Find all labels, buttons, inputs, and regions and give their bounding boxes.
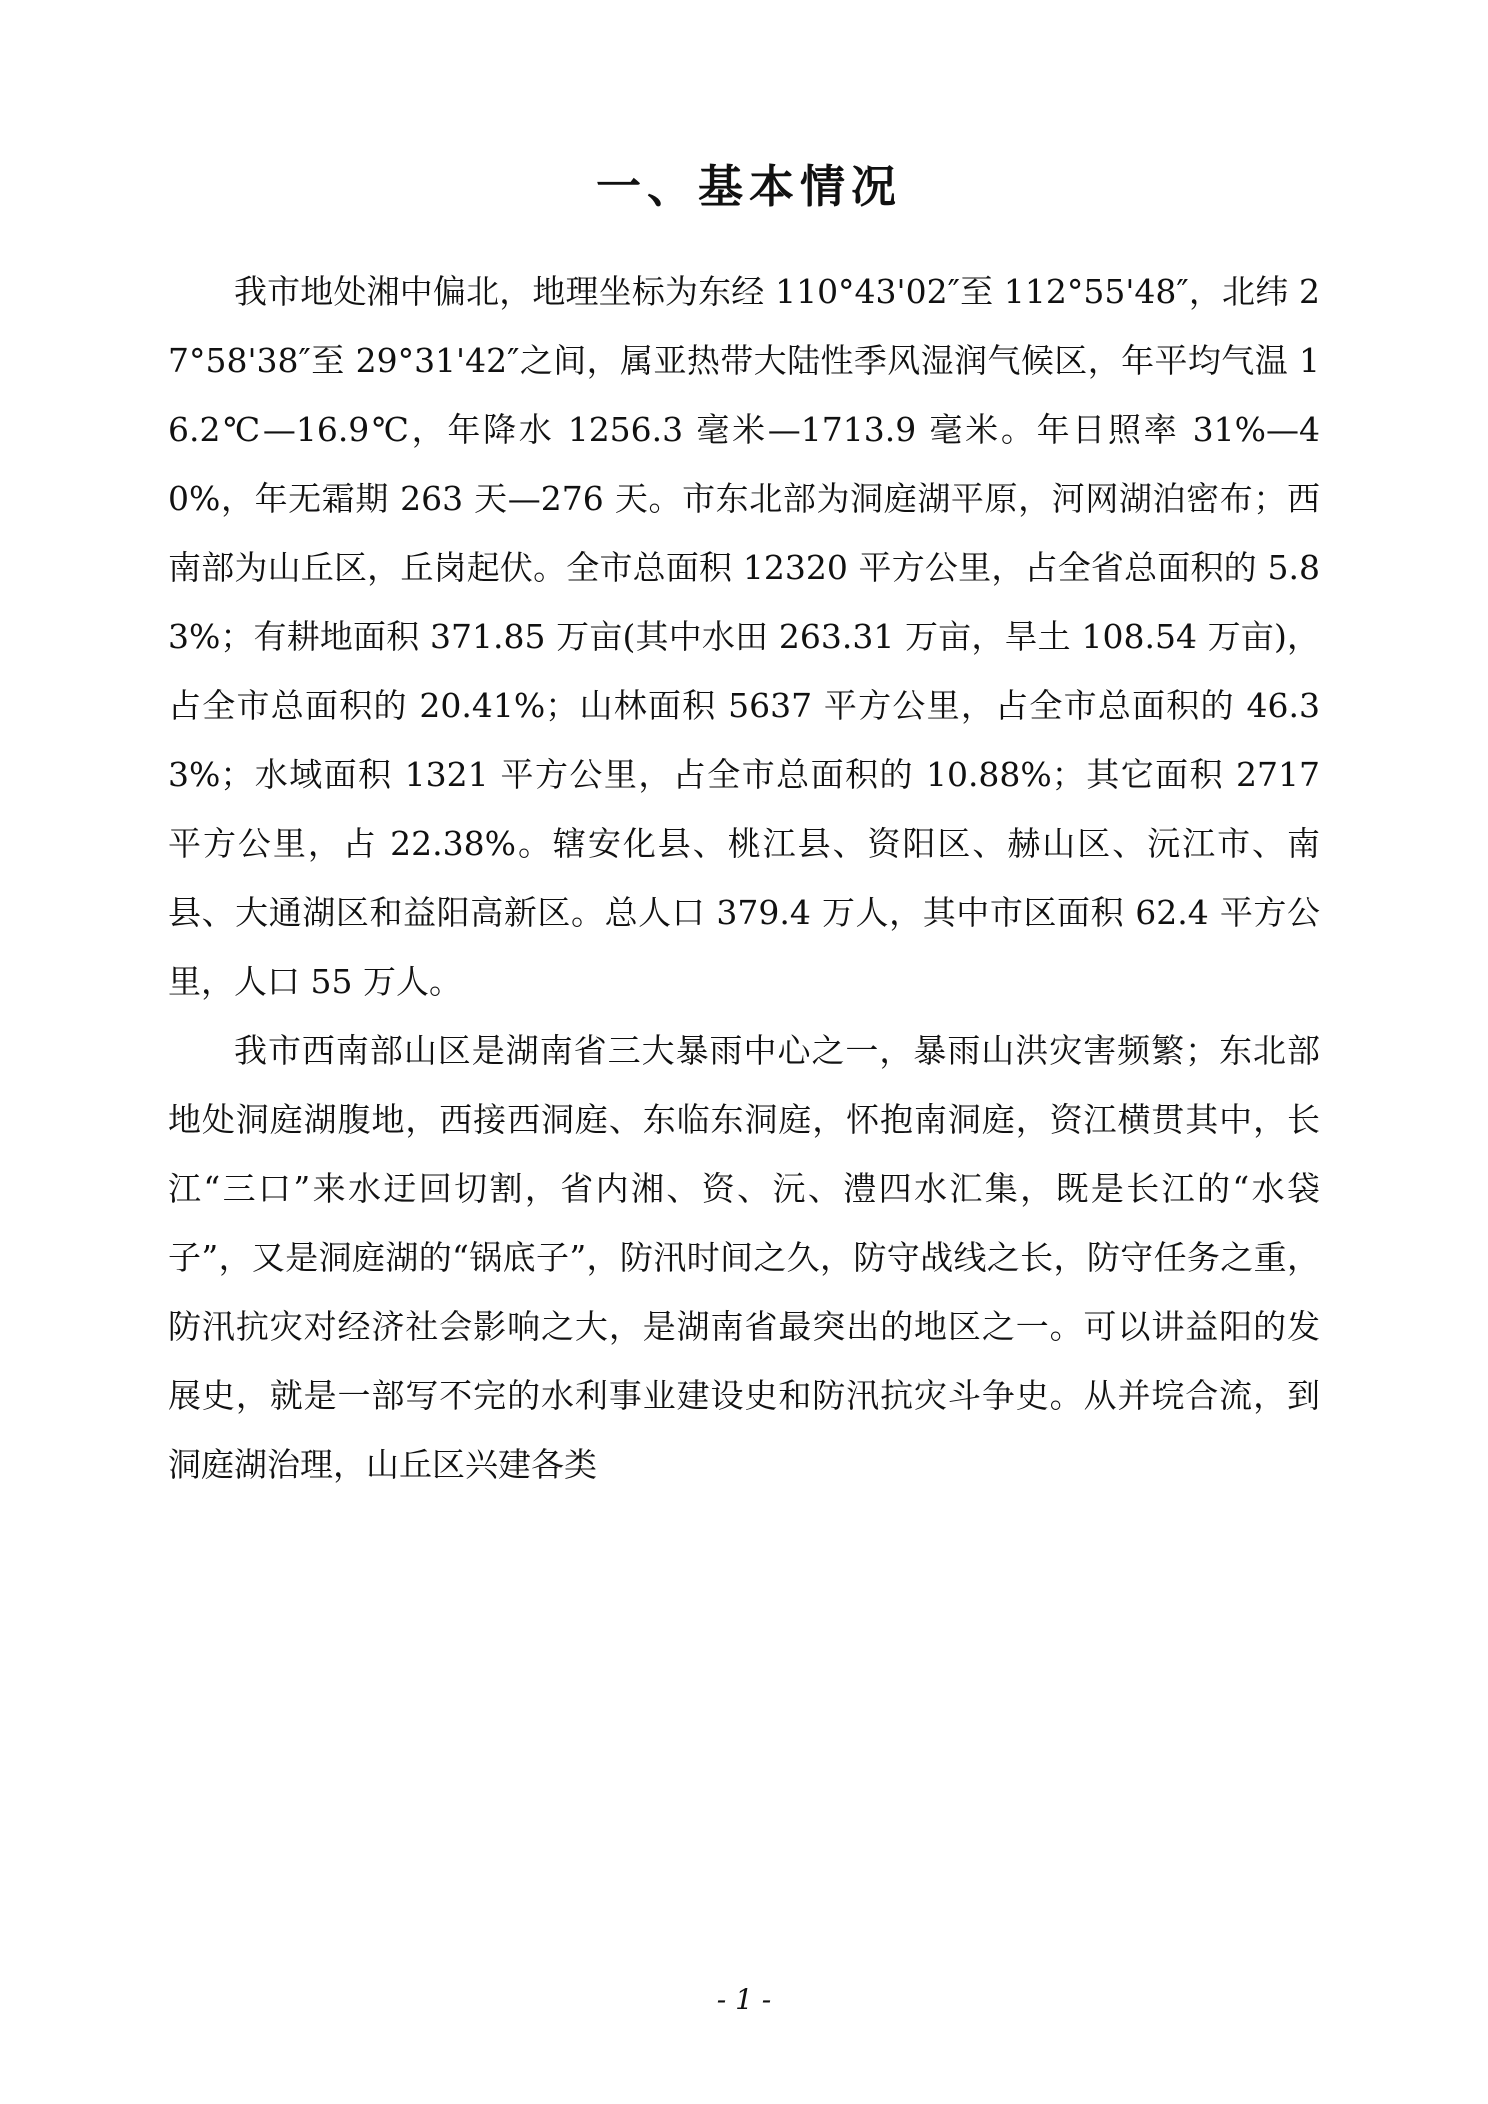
section-heading: 一、基本情况 xyxy=(595,160,902,213)
page-number: - 1 - xyxy=(716,1983,772,2016)
body-paragraph-1: 我市地处湘中偏北，地理坐标为东经 110°43'02″至 112°55'48″，北纬 27°58'38″至 29°31'42″之间，属亚热带大陆性季风湿润气候区，年平均气温 16.2℃—16.9℃，年降水 1256.3 毫米—1713.9 毫米。年日照率 31%—40%，年无霜期 263 天—276 天。市东北部为洞庭湖平原，河网湖泊密布；西南部为山丘区，丘岗起伏。全市总面积 12320 平方公里，占全省总面积的 5.83%；有耕地面积 371.85 万亩(其中水田 263.31 万亩，旱土 108.54 万亩)，占全市总面积的 20.41%；山林面积 5637 平方公里，占全市总面积的 46.33%；水域面积 1321 平方公里，占全市总面积的 10.88%；其它面积 2717 平方公里，占 22.38%。辖安化县、桃江县、资阳区、赫山区、沅江市、南县、大通湖区和益阳高新区。总人口 379.4 万人，其中市区面积 62.4 平方公里，人口 55 万人。 xyxy=(168,272,1320,1001)
page-content xyxy=(168,150,1320,1499)
body-paragraph-2: 我市西南部山区是湖南省三大暴雨中心之一，暴雨山洪灾害频繁；东北部地处洞庭湖腹地，西接西洞庭、东临东洞庭，怀抱南洞庭，资江横贯其中，长江“三口”来水迂回切割，省内湘、资、沅、澧四水汇集，既是长江的“水袋子”，又是洞庭湖的“锅底子”，防汛时间之久，防守战线之长，防守任务之重，防汛抗灾对经济社会影响之大，是湖南省最突出的地区之一。可以讲益阳的发展史，就是一部写不完的水利事业建设史和防汛抗灾斗争史。从并垸合流，到洞庭湖治理，山丘区兴建各类 xyxy=(168,1031,1320,1484)
